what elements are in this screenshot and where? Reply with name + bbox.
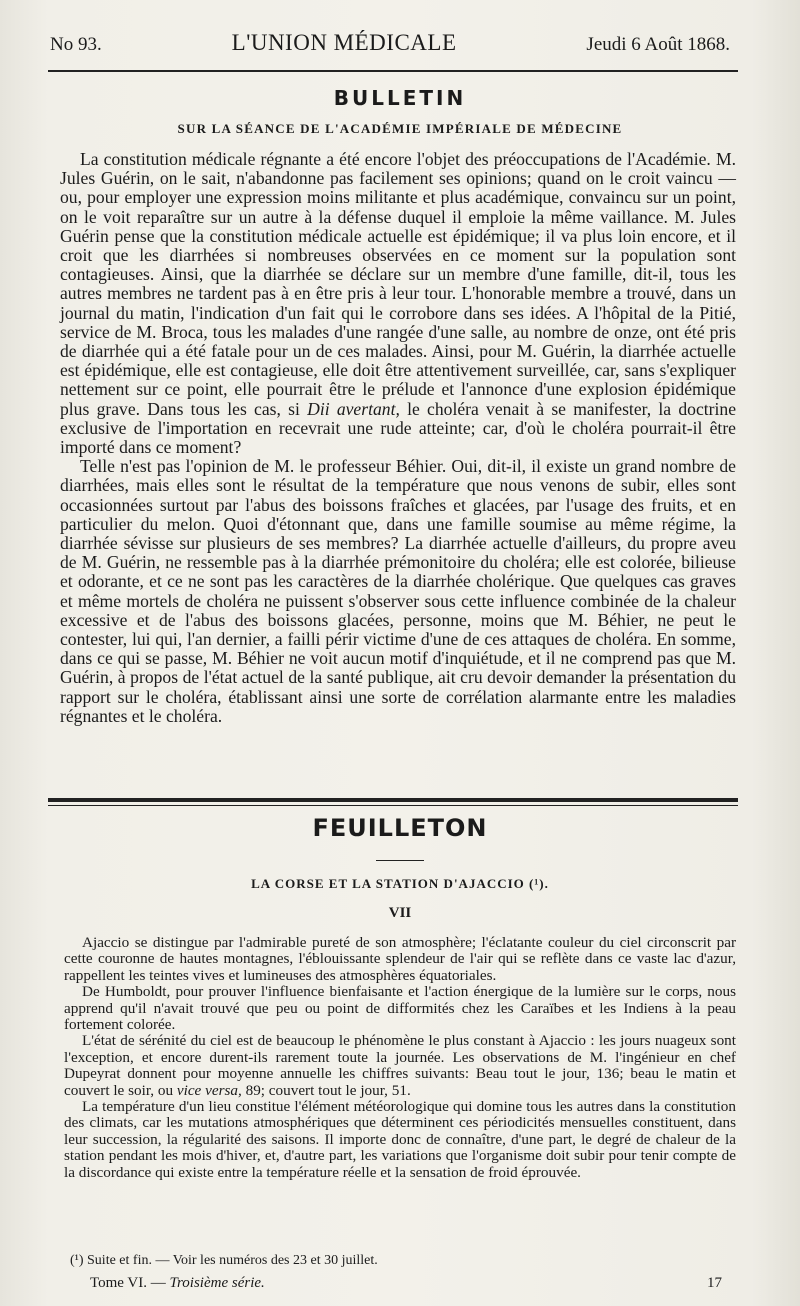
feuilleton-subtitle: LA CORSE ET LA STATION D'AJACCIO (¹). xyxy=(251,876,549,891)
page-number: 17 xyxy=(707,1275,722,1291)
page-footer xyxy=(90,1275,722,1292)
bulletin-subtitle: SUR LA SÉANCE DE L'ACADÉMIE IMPÉRIALE DE MÉDECINE xyxy=(177,121,623,136)
volume-info: Tome VI. — Troisième série. xyxy=(90,1275,265,1291)
page-header xyxy=(50,30,730,62)
bulletin-body xyxy=(60,150,736,726)
footnote: (¹) Suite et fin. — Voir les numéros des 23 et 30 juillet. xyxy=(70,1253,378,1268)
bulletin-paragraph: La constitution médicale régnante a été encore l'objet des préoccupations de l'Académie. M. Jules Guérin, on le sait, n'abandonne pas facilement ses opinions; quand on le croit vaincu — ou, pour employer une expression moins militante et plus académique, convaincu sur un point, on le voit reparaître sur un autre à la défense duquel il emploie la même vaillance. M. Jules Guérin pense que la constitution médicale actuelle est épidémique; il va plus loin encore, et il croit que les diarrhées si nombreuses observées en ce moment sur la population sont contagieuses. Ainsi, que la diarrhée se déclare sur un membre d'une famille, dit-il, tous les autres membres ne tardent pas à en être pris à leur tour. L'honorable membre a trouvé, dans un journal du matin, l'indication d'un fait qui le corrobore dans ses idées. A l'hôpital de la Pitié, service de M. Broca, tous les malades d'une rangée d'une salle, au nombre de onze, ont été pris de diarrhée qui a été fatale pour un de ces malades. Ainsi, pour M. Guérin, la diarrhée actuelle est épidémique, elle est contagieuse, elle doit être attentivement surveillée, car, sans s'expliquer nettement sur ce point, elle pourrait être le prélude et l'annonce d'une explosion épidémique plus grave. Dans tous les cas, si Dii avertant, le choléra venait à se manifester, la doctrine exclusive de l'importation en recevrait une rude atteinte; car, d'où le choléra pourrait-il être importé dans ce moment? xyxy=(60,149,736,458)
bulletin-title: BULLETIN xyxy=(333,86,467,110)
feuilleton-paragraph: Ajaccio se distingue par l'admirable pureté de son atmosphère; l'éclatante couleur du ciel circonscrit par cette couronne de hautes montagnes, l'éblouissante splendeur de l'air qui se reflète dans ce vaste lac d'azur, rappellent les teintes vives et lumineuses des atmosphères équatoriales. xyxy=(64,934,736,984)
bulletin-paragraph: Telle n'est pas l'opinion de M. le professeur Béhier. Oui, dit-il, il existe un grand nombre de diarrhées, mais elles sont le résultat de la température que nous venons de subir, elles sont occasionnées surtout par l'abus des boissons fraîches et glacées, par l'usage des fruits, et en particulier du melon. Quoi d'étonnant que, dans une famille soumise au même régime, la diarrhée sévisse sur plusieurs de ses membres? La diarrhée actuelle d'ailleurs, du propre aveu de M. Guérin, ne ressemble pas à la diarrhée prémonitoire du choléra; elle est colorée, bilieuse et odorante, et ce ne sont pas les caractères de la diarrhée cholérique. Que quelques cas graves et même mortels de choléra ne puissent s'observer sous cette influence combinée de la chaleur excessive et de l'abus des boissons glacées, personne, moins que M. Béhier, ne peut le contester, lui qui, l'an dernier, a failli périr victime d'une de ces attaques de choléra. En somme, dans ce qui se passe, M. Béhier ne voit aucun motif d'inquiétude, et il ne comprend pas que M. Guérin, à propos de l'état actuel de la santé publique, ait cru devoir demander la présentation du rapport sur le choléra, établissant ainsi une sorte de corrélation alarmante entre les maladies régnantes et le choléra. xyxy=(60,456,736,726)
feuilleton-paragraph: La température d'un lieu constitue l'élément météorologique qui domine tous les autres dans la constitution des climats, car les mutations atmosphériques que déterminent ces périodicités mensuelles constituent, dans leur succession, la régularité des saisons. Il importe donc de connaître, d'une part, le degré de chaleur de la station pendant les mois d'hiver, et, d'autre part, les variations que l'organisme doit subir pour tenir compte de la discordance qui existe entre la température réelle et la sensation de froid éprouvée. xyxy=(64,1098,736,1181)
issue-number: No 93. xyxy=(50,34,102,55)
feuilleton-body xyxy=(64,935,736,1181)
section-divider-thin xyxy=(48,805,738,806)
header-rule xyxy=(48,70,738,72)
section-divider xyxy=(48,798,738,802)
journal-title: L'UNION MÉDICALE xyxy=(231,30,457,55)
feuilleton-title-rule xyxy=(376,860,424,861)
feuilleton-title: FEUILLETON xyxy=(312,814,488,842)
issue-date: Jeudi 6 Août 1868. xyxy=(586,34,730,55)
feuilleton-paragraph: De Humboldt, pour prouver l'influence bienfaisante et l'action énergique de la lumière sur le corps, nous apprend qu'il n'avait trouvé que peu ou point de difformités chez les Caraïbes et les Indiens à la peau fortement colorée. xyxy=(64,983,736,1034)
chapter-number: VII xyxy=(388,905,412,921)
feuilleton-paragraph: L'état de sérénité du ciel est de beaucoup le phénomène le plus constant à Ajaccio : les jours nuageux sont l'exception, et encore durent-ils rarement toute la journée. Les observations de M. l'ingénieur en chef Dupeyrat donnent pour moyenne annuelle les chiffres suivants: Beau tout le jour, 136; beau le matin et couvert le soir, ou vice versa, 89; couvert tout le jour, 51. xyxy=(64,1032,736,1099)
